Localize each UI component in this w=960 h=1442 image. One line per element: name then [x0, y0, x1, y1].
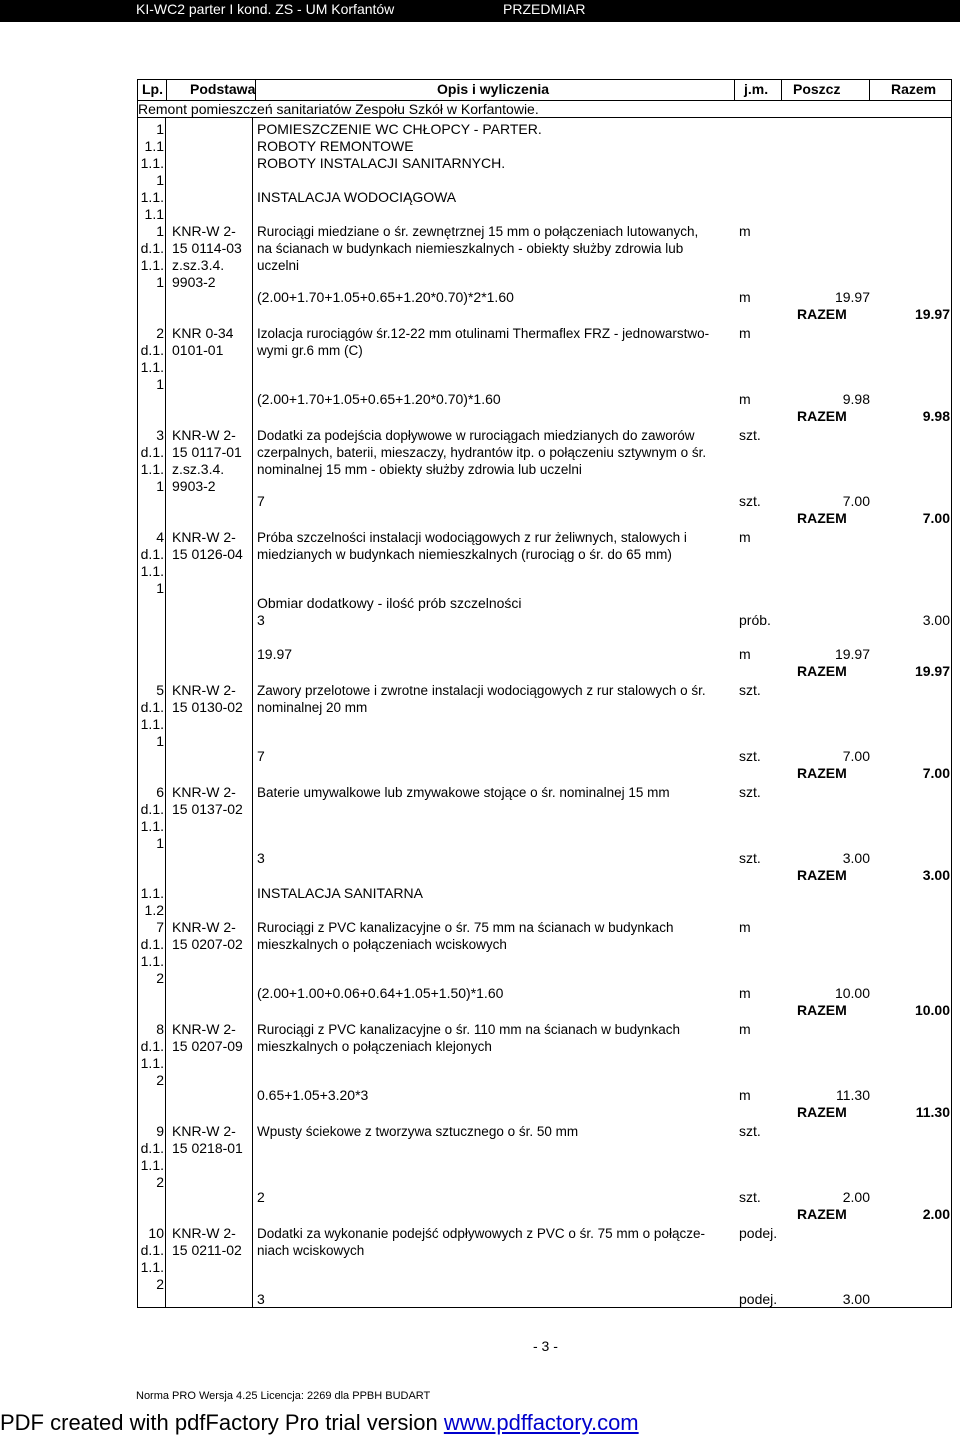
item-podstawa: KNR-W 2- 15 0211-02 [172, 1225, 242, 1258]
item-calc: 7 [257, 493, 265, 509]
item-lp: 5 d.1. 1.1. 1 [140, 682, 164, 749]
item-poszcz: 3.00 [842, 1291, 870, 1307]
item-podstawa: KNR 0-34 0101-01 [172, 325, 234, 358]
item-unit: szt. [739, 784, 761, 800]
item-description: Wpusty ściekowe z tworzywa sztucznego o śr. 50 mm [257, 1124, 579, 1139]
item-unit: szt. [739, 1123, 761, 1139]
item-podstawa: KNR-W 2- 15 0126-04 [172, 529, 243, 562]
item-poszcz: 7.00 [842, 493, 870, 509]
item-podstawa: KNR-W 2- 15 0137-02 [172, 784, 243, 817]
section-number: 1.1. [140, 189, 164, 205]
item-calc: 7 [257, 748, 265, 764]
item-lp: 6 d.1. 1.1. 1 [140, 784, 164, 851]
item-calc-unit: m [739, 1087, 751, 1103]
item-unit: szt. [739, 427, 761, 443]
section-number: 1.1 [144, 138, 164, 154]
item-lp: 10 d.1. 1.1. 2 [140, 1225, 164, 1292]
document-title: KI-WC2 parter I kond. ZS - UM Korfantów [136, 1, 395, 17]
item-poszcz: 7.00 [842, 748, 870, 764]
item-lp: 1 d.1. 1.1. 1 [140, 223, 164, 290]
item-calc: (2.00+1.70+1.05+0.65+1.20*0.70)*1.60 [257, 391, 501, 407]
item-razem: 9.98 [922, 408, 950, 424]
item-razem: 19.97 [914, 306, 950, 322]
razem-label: RAZEM [797, 1104, 847, 1120]
section-label: INSTALACJA WODOCIĄGOWA [257, 189, 457, 205]
item-calc-unit: podej. [739, 1291, 778, 1307]
razem-label: RAZEM [797, 1002, 847, 1018]
item-calc-unit: m [739, 289, 751, 305]
item-unit: podej. [739, 1225, 778, 1241]
item-poszcz: 11.30 [836, 1087, 870, 1103]
header-lp: Lp. [142, 81, 163, 97]
item-calc-unit: m [739, 985, 751, 1001]
razem-label: RAZEM [797, 408, 847, 424]
item-calc: 3 [257, 1291, 265, 1307]
item-extra-label: Obmiar dodatkowy - ilość prób szczelności [257, 595, 522, 611]
header-podstawa: Podstawa [190, 81, 256, 97]
razem-label: RAZEM [797, 765, 847, 781]
item-poszcz: 10.00 [834, 985, 870, 1001]
razem-label: RAZEM [797, 663, 847, 679]
item-poszcz: 9.98 [842, 391, 870, 407]
item-calc: (2.00+1.00+0.06+0.64+1.05+1.50)*1.60 [257, 985, 504, 1001]
item-description: Izolacja rurociągów śr.12-22 mm otulinami Thermaflex FRZ - jednowarstwo- wymi gr.6 mm (C) [257, 326, 710, 358]
item-description: Rurociągi z PVC kanalizacyjne o śr. 75 mm na ścianach w budynkach mieszkalnych o połączeniach wciskowych [257, 920, 674, 952]
item-calc: 0.65+1.05+3.20*3 [257, 1087, 369, 1103]
item-poszcz: 19.97 [834, 646, 870, 662]
license-footer: Norma PRO Wersja 4.25 Licencja: 2269 dla PPBH BUDART [136, 1390, 431, 1402]
item-razem: 11.30 [915, 1104, 950, 1120]
item-calc-unit: m [739, 391, 751, 407]
item-podstawa: KNR-W 2- 15 0114-03 z.sz.3.4. 9903-2 [172, 223, 242, 290]
document-type: PRZEDMIAR [503, 1, 586, 17]
item-podstawa: KNR-W 2- 15 0130-02 [172, 682, 243, 715]
item-calc-unit: m [739, 646, 751, 662]
item-lp: 8 d.1. 1.1. 2 [140, 1021, 164, 1088]
item-calc: (2.00+1.70+1.05+0.65+1.20*0.70)*2*1.60 [257, 289, 514, 305]
item-calc: 19.97 [257, 646, 293, 662]
item-razem: 7.00 [922, 510, 950, 526]
item-poszcz: 19.97 [834, 289, 870, 305]
item-podstawa: KNR-W 2- 15 0117-01 z.sz.3.4. 9903-2 [172, 427, 242, 494]
item-calc-unit: szt. [739, 493, 761, 509]
item-podstawa: KNR-W 2- 15 0207-02 [172, 919, 243, 952]
item-calc-unit: szt. [739, 748, 761, 764]
section-label: POMIESZCZENIE WC CHŁOPCY - PARTER. [257, 121, 542, 137]
window-title-bar [0, 0, 960, 22]
item-lp: 7 d.1. 1.1. 2 [140, 919, 164, 986]
item-razem: 3.00 [922, 867, 950, 883]
item-lp: 2 d.1. 1.1. 1 [140, 325, 164, 392]
item-razem: 7.00 [922, 765, 950, 781]
section-number: 1.2 [144, 902, 164, 918]
item-podstawa: KNR-W 2- 15 0207-09 [172, 1021, 243, 1054]
item-extra-value: 3.00 [922, 612, 950, 628]
item-calc-unit: szt. [739, 1189, 761, 1205]
item-calc: 2 [257, 1189, 265, 1205]
item-unit: m [739, 919, 751, 935]
item-description: Dodatki za podejścia dopływowe w rurociągach miedzianych do zaworów czerpalnych, baterii, mieszaczy, hydrantów itp. o połączeniu sztywnym o śr. nominalnej 15 mm - obiekty służby zdrowia lub uczelni [257, 428, 707, 477]
section-title: Remont pomieszczeń sanitariatów Zespołu Szkół w Korfantowie. [138, 101, 539, 117]
item-lp: 3 d.1. 1.1. 1 [140, 427, 164, 494]
item-calc-unit: szt. [739, 850, 761, 866]
section-label: ROBOTY REMONTOWE [257, 138, 414, 154]
section-number: 1 [156, 121, 164, 137]
item-description: Próba szczelności instalacji wodociągowych z rur żeliwnych, stalowych i miedzianych w budynkach niemieszkalnych (rurociąg o śr. do 65 mm) [257, 530, 687, 562]
item-razem: 10.00 [914, 1002, 950, 1018]
item-razem: 2.00 [922, 1206, 950, 1222]
section-number: 1.1 [144, 206, 164, 222]
section-number: 1.1. [140, 155, 164, 171]
section-number: 1.1. [140, 885, 164, 901]
item-unit: m [739, 325, 751, 341]
pdf-footer-text: PDF created with pdfFactory Pro trial version [0, 1410, 444, 1435]
item-extra-calc: 3 [257, 612, 265, 628]
item-description: Baterie umywalkowe lub zmywakowe stojące o śr. nominalnej 15 mm [257, 785, 670, 800]
item-podstawa: KNR-W 2- 15 0218-01 [172, 1123, 243, 1156]
header-poszcz: Poszcz [793, 81, 841, 97]
item-lp: 9 d.1. 1.1. 2 [140, 1123, 164, 1190]
item-unit: szt. [739, 682, 761, 698]
razem-label: RAZEM [797, 306, 847, 322]
pdf-footer [0, 1410, 639, 1436]
item-poszcz: 2.00 [842, 1189, 870, 1205]
razem-label: RAZEM [797, 867, 847, 883]
item-description: Dodatki za wykonanie podejść odpływowych z PVC o śr. 75 mm o połącze- niach wciskowych [257, 1226, 705, 1258]
header-jm: j.m. [744, 81, 769, 97]
item-unit: m [739, 223, 751, 239]
section-number: 1 [156, 172, 164, 188]
table-header [137, 79, 952, 101]
item-calc: 3 [257, 850, 265, 866]
item-razem: 19.97 [914, 663, 950, 679]
item-unit: m [739, 529, 751, 545]
item-description: Zawory przelotowe i zwrotne instalacji wodociągowych z rur stalowych o śr. nominalnej 20 mm [257, 683, 706, 715]
header-razem: Razem [891, 81, 937, 97]
item-description: Rurociągi miedziane o śr. zewnętrznej 15 mm o połączeniach lutowanych, na ścianach w budynkach niemieszkalnych - obiekty służby zdrowia lub uczelni [257, 224, 699, 273]
section-label: INSTALACJA SANITARNA [257, 885, 423, 901]
page-number: - 3 - [533, 1338, 558, 1354]
razem-label: RAZEM [797, 510, 847, 526]
header-opis: Opis i wyliczenia [437, 81, 550, 97]
item-unit: m [739, 1021, 751, 1037]
razem-label: RAZEM [797, 1206, 847, 1222]
item-extra-unit: prób. [739, 612, 771, 628]
item-poszcz: 3.00 [842, 850, 870, 866]
item-description: Rurociągi z PVC kanalizacyjne o śr. 110 mm na ścianach w budynkach mieszkalnych o połączeniach klejonych [257, 1022, 680, 1054]
section-label: ROBOTY INSTALACJI SANITARNYCH. [257, 155, 506, 171]
item-lp: 4 d.1. 1.1. 1 [140, 529, 164, 596]
pdffactory-link[interactable]: www.pdffactory.com [443, 1410, 639, 1435]
